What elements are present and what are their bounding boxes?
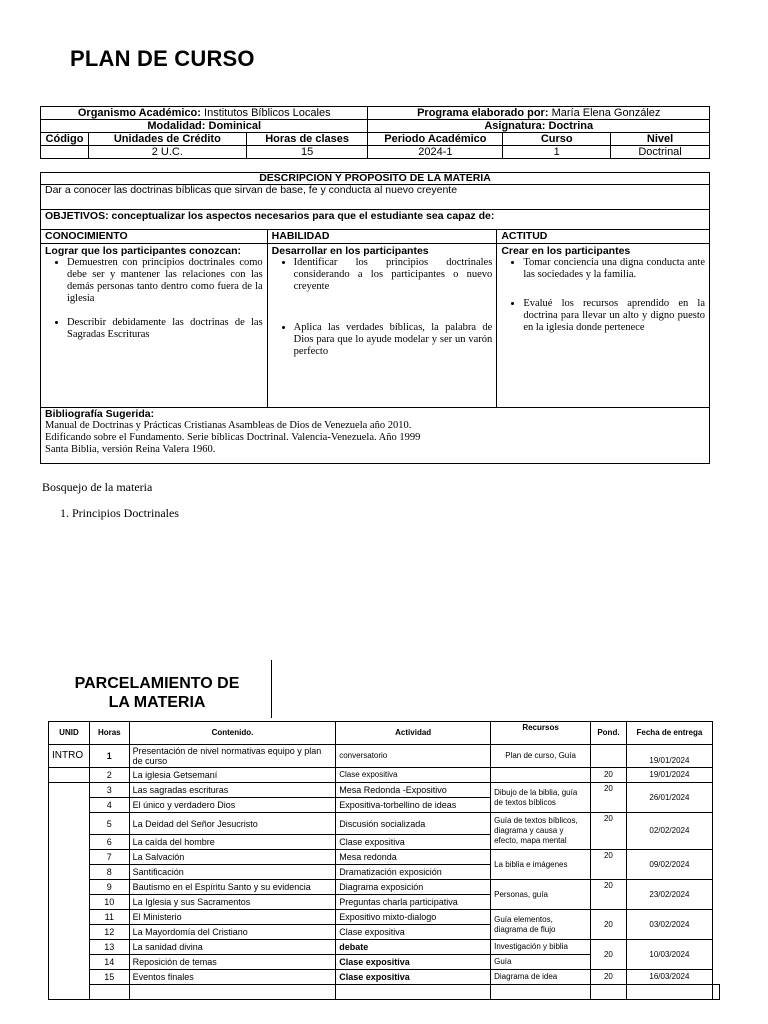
- divider-line: [271, 660, 272, 718]
- parcelamiento-table: [48, 721, 720, 1000]
- horas-cell: 4: [89, 798, 129, 813]
- header-nivel: Nivel: [611, 133, 710, 146]
- horas-cell: 8: [89, 865, 129, 880]
- actividad-cell: Discusión socializada: [336, 813, 491, 835]
- pond-cell: 20: [591, 768, 627, 783]
- horas-cell: 12: [89, 925, 129, 940]
- pond-cell: 20: [591, 813, 627, 850]
- bibliografia-item: Edificando sobre el Fundamento. Serie bíblicas Doctrinal. Valencia-Venezuela. Año 1999: [45, 432, 421, 443]
- habilidad-sub: Desarrollar en los participantes: [271, 245, 429, 257]
- organismo-value: Institutos Bíblicos Locales: [204, 107, 331, 119]
- col-conocimiento: CONOCIMIENTO: [41, 230, 268, 244]
- course-info-table: [40, 106, 710, 159]
- programa-label: Programa elaborado por:: [417, 107, 549, 119]
- horas-cell: 3: [89, 783, 129, 798]
- header-horas: Horas de clases: [246, 133, 368, 146]
- unid-cell: [49, 783, 90, 1000]
- conocimiento-sub: Lograr que los participantes conozcan:: [45, 245, 242, 257]
- value-unidades: 2 U.C.: [88, 146, 246, 159]
- fecha-cell: 16/03/2024: [626, 970, 712, 985]
- contenido-cell: Bautismo en el Espíritu Santo y su evidencia: [129, 880, 336, 895]
- description-text: Dar a conocer las doctrinas bíblicas que sirvan de base, fe y conducta al nuevo creyente: [41, 185, 710, 210]
- recursos-cell: La biblia e imágenes: [491, 850, 591, 880]
- actitud-item: • Evalué los recursos aprendido en la doctrina para llevar un alto y digno puesto en la iglesia donde pertenece: [523, 298, 705, 334]
- empty-cell: [129, 985, 336, 1000]
- horas-cell: 7: [89, 850, 129, 865]
- actividad-cell: Mesa Redonda -Expositivo: [336, 783, 491, 798]
- actividad-cell: Expositivo mixto-dialogo: [336, 910, 491, 925]
- recursos-cell: Guía: [491, 955, 591, 970]
- asignatura-cell: Asignatura: Doctrina: [368, 120, 710, 133]
- actividad-cell: Clase expositiva: [336, 768, 491, 783]
- header-unidades: Unidades de Crédito: [88, 133, 246, 146]
- unid-cell: INTRO: [49, 745, 90, 768]
- actividad-cell: Mesa redonda: [336, 850, 491, 865]
- conocimiento-item: • Describir debidamente las doctrinas de las Sagradas Escrituras: [67, 317, 263, 341]
- pond-cell: 20: [591, 970, 627, 985]
- conocimiento-item: • Demuestren con principios doctrinales como debe ser y mantener las relaciones con las demás personas tanto dentro como fuera de la iglesia: [67, 257, 263, 305]
- contenido-cell: Reposición de temas: [129, 955, 336, 970]
- contenido-cell: Santificación: [129, 865, 336, 880]
- value-curso: 1: [503, 146, 611, 159]
- programa-value: María Elena González: [551, 107, 661, 119]
- contenido-cell: La Salvación: [129, 850, 336, 865]
- contenido-cell: La sanidad divina: [129, 940, 336, 955]
- contenido-cell: Eventos finales: [129, 970, 336, 985]
- horas-cell: 10: [89, 895, 129, 910]
- conocimiento-cell: [41, 244, 268, 408]
- parcelamiento-title-line: PARCELAMIENTO DE: [74, 675, 240, 692]
- contenido-cell: La iglesia Getsemaní: [129, 768, 336, 783]
- pond-cell: 20: [591, 910, 627, 940]
- header-actividad: Actividad: [336, 722, 491, 745]
- recursos-cell: Guía de textos bíblicos, diagrama y causa y efecto, mapa mental: [491, 813, 591, 850]
- empty-cell: [713, 985, 720, 1000]
- actitud-sub: Crear en los participantes: [501, 245, 631, 257]
- empty-cell: [336, 985, 491, 1000]
- bibliografia-item: Santa Biblia, versión Reina Valera 1960.: [45, 444, 216, 455]
- recursos-cell: Diagrama de idea: [491, 970, 591, 985]
- col-actitud: ACTITUD: [497, 230, 710, 244]
- recursos-cell: Dibujo de la biblia, guía de textos bíblicos: [491, 783, 591, 813]
- header-contenido: Contenido.: [129, 722, 336, 745]
- actividad-cell: Preguntas charla participativa: [336, 895, 491, 910]
- actividad-cell: conversatorio: [336, 745, 491, 768]
- contenido-cell: El único y verdadero Dios: [129, 798, 336, 813]
- page-title: PLAN DE CURSO: [70, 46, 255, 71]
- value-horas: 15: [246, 146, 368, 159]
- header-recursos: Recursos: [491, 722, 591, 745]
- pond-cell: 20: [591, 940, 627, 970]
- empty-cell: [626, 985, 712, 1000]
- bosquejo-label: Bosquejo de la materia: [42, 480, 153, 494]
- description-table: [40, 172, 710, 464]
- header-horas: Horas: [89, 722, 129, 745]
- fecha-cell: 23/02/2024: [626, 880, 712, 910]
- bibliografia-item: Manual de Doctrinas y Prácticas Cristianas Asambleas de Dios de Venezuela año 2010.: [45, 420, 412, 431]
- pond-cell: 20: [591, 850, 627, 880]
- contenido-cell: El Ministerio: [129, 910, 336, 925]
- contenido-cell: La Deidad del Señor Jesucristo: [129, 813, 336, 835]
- recursos-cell: [491, 768, 591, 783]
- fecha-cell: 03/02/2024: [626, 910, 712, 940]
- objetivos-text: OBJETIVOS: conceptualizar los aspectos necesarios para que el estudiante sea capaz de:: [41, 210, 710, 230]
- contenido-cell: Las sagradas escrituras: [129, 783, 336, 798]
- horas-cell: 6: [89, 835, 129, 850]
- habilidad-cell: [267, 244, 497, 408]
- header-periodo: Periodo Académico: [368, 133, 503, 146]
- habilidad-item: • Identificar los principios doctrinales considerando a los participantes o nuevo creyente: [294, 257, 493, 293]
- fecha-cell: 19/01/2024: [626, 768, 712, 783]
- recursos-cell: Plan de curso, Guía: [491, 745, 591, 768]
- actividad-cell: Dramatización exposición: [336, 865, 491, 880]
- pond-cell: 20: [591, 783, 627, 813]
- header-unid: UNID: [49, 722, 90, 745]
- description-header: DESCRIPCION Y PROPOSITO DE LA MATERIA: [41, 173, 710, 185]
- value-codigo: [41, 146, 89, 159]
- parcelamiento-title-line: LA MATERIA: [108, 694, 206, 711]
- value-periodo: 2024-1: [368, 146, 503, 159]
- fecha-cell: 26/01/2024: [626, 783, 712, 813]
- actividad-cell: debate: [336, 940, 491, 955]
- contenido-cell: Presentación de nivel normativas equipo y plan de curso: [129, 745, 336, 768]
- horas-cell: 9: [89, 880, 129, 895]
- horas-cell: 1: [89, 745, 129, 768]
- fecha-cell: 02/02/2024: [626, 813, 712, 850]
- actividad-cell: Diagrama exposición: [336, 880, 491, 895]
- modalidad-cell: Modalidad: Dominical: [41, 120, 368, 133]
- contenido-cell: La Iglesia y sus Sacramentos: [129, 895, 336, 910]
- pond-cell: 20: [591, 880, 627, 910]
- actitud-cell: [497, 244, 710, 408]
- horas-cell: 14: [89, 955, 129, 970]
- contenido-cell: La caída del hombre: [129, 835, 336, 850]
- header-fecha: Fecha de entrega: [626, 722, 712, 745]
- horas-cell: 2: [89, 768, 129, 783]
- actividad-cell: Expositiva-torbellino de ideas: [336, 798, 491, 813]
- fecha-cell: 19/01/2024: [626, 745, 712, 768]
- actividad-cell: Clase expositiva: [336, 955, 491, 970]
- recursos-cell: Personas, guía: [491, 880, 591, 910]
- horas-cell: 11: [89, 910, 129, 925]
- bibliografia-label: Bibliografía Sugerida:: [45, 408, 155, 420]
- parcelamiento-title: [62, 674, 252, 712]
- actividad-cell: Clase expositiva: [336, 925, 491, 940]
- empty-cell: [491, 985, 591, 1000]
- pond-cell: [591, 745, 627, 768]
- fecha-cell: 10/03/2024: [626, 940, 712, 970]
- fecha-cell: 09/02/2024: [626, 850, 712, 880]
- header-curso: Curso: [503, 133, 611, 146]
- bosquejo-item: 1. Principios Doctrinales: [60, 506, 179, 520]
- value-nivel: Doctrinal: [611, 146, 710, 159]
- recursos-cell: Investigación y biblia: [491, 940, 591, 955]
- recursos-cell: Guía elementos, diagrama de flujo: [491, 910, 591, 940]
- horas-cell: 5: [89, 813, 129, 835]
- header-pond: Pond.: [591, 722, 627, 745]
- habilidad-item: • Aplica las verdades bíblicas, la palabra de Dios para que lo ayude modelar y ser un varón perfecto: [294, 322, 493, 358]
- header-codigo: Código: [41, 133, 89, 146]
- actividad-cell: Clase expositiva: [336, 835, 491, 850]
- bibliografia-cell: [41, 408, 710, 464]
- organismo-label: Organismo Académico:: [77, 107, 201, 119]
- col-habilidad: HABILIDAD: [267, 230, 497, 244]
- contenido-cell: La Mayordomía del Cristiano: [129, 925, 336, 940]
- unid-cell: [49, 768, 90, 783]
- actitud-item: • Tomar conciencia una digna conducta ante las sociedades y la familia.: [523, 257, 705, 281]
- empty-cell: [89, 985, 129, 1000]
- horas-cell: 13: [89, 940, 129, 955]
- actividad-cell: Clase expositiva: [336, 970, 491, 985]
- organismo-cell: [41, 107, 368, 120]
- empty-cell: [591, 985, 627, 1000]
- programa-cell: [368, 107, 710, 120]
- horas-cell: 15: [89, 970, 129, 985]
